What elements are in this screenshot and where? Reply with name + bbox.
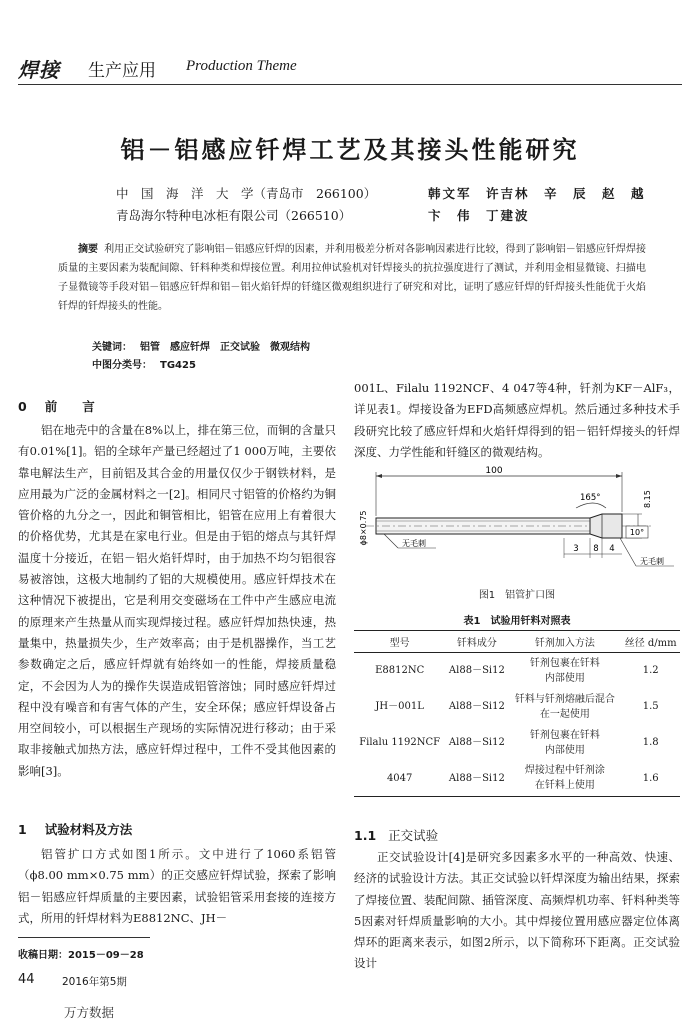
section-1-1-number: 1.1 xyxy=(354,828,377,843)
table-cell-method xyxy=(508,725,621,761)
table-cell-method xyxy=(508,761,621,797)
section-1-title: 试验材料及方法 xyxy=(44,822,133,837)
table-cell-diameter: 1.5 xyxy=(642,701,659,712)
table-header-cell: 钎剂加入方法 xyxy=(508,631,621,653)
section-0-body xyxy=(18,420,336,782)
section-1-1-title: 正交试验 xyxy=(388,828,439,843)
section-0-heading xyxy=(18,397,95,415)
table-header-cell: 丝径 d/mm xyxy=(621,631,680,653)
note-right-label: 无毛刺 xyxy=(640,557,664,566)
tube-flare xyxy=(590,514,622,538)
leader-left xyxy=(384,534,398,548)
method-line-1: 钎料与钎剂熔融后混合 xyxy=(514,693,615,705)
section-0-paragraph: 铝在地壳中的含量在8%以上，排在第三位，而铜的含量只有0.01%[1]。铝的全球年产量已经超过了1 000万吨，主要依靠电解法生产，目前铝及其合金的用量仅仅少于钢铁材料，是应用最为广泛的金属材料之一[2]。相同尺寸铝管的价格约为铜管价格的九分之一，因此和铜管相比，铝管在应用上有着很大的价格优势，尤其是在家电行业。但是由于铝的熔点与其钎焊温度十分接近，在铝－铝火焰钎焊时，由于加热不均匀铝很容易被溶蚀，这极大地制约了铝的大规模使用。感应钎焊技术在这种情况下被提出，它是利用交变磁场在工件中产生感应电流的原理来产生热量从而实现焊接过程。感应钎焊加热快速，热量集中，热量损失少，生产效率高；由于是机器操作，当工艺参数确定之后，感应钎焊就有始终如一的性能，焊接质量稳定，不会因为人为的操作失误造成铝管溶蚀；同时感应钎焊过程中没有噪音和有害气体的产生，安全环保；感应钎焊设备占用空间较小，可以根据生产现场的实际情况进行移动；由于采取非接触式加热方法，感应钎焊过程中，工件不受其他因素的影响[3]。 xyxy=(18,423,336,778)
table-row xyxy=(354,653,680,689)
journal-header xyxy=(18,52,682,88)
watermark: 万方数据 xyxy=(64,1005,115,1020)
affiliation-1: 中 国 海 洋 大 学（青岛市 266100） xyxy=(116,186,377,201)
table-cell-composition: Al88－Si12 xyxy=(448,701,505,712)
dim-length-label: 100 xyxy=(485,466,503,476)
method-line-2: 在钎料上使用 xyxy=(534,780,595,792)
journal-brand: 焊接 xyxy=(18,58,60,82)
section-1-1-heading xyxy=(354,826,438,844)
method-line-1: 钎剂包裹在钎料 xyxy=(529,729,600,741)
section-name-en: Production Theme xyxy=(186,58,297,74)
dim-height-label: 8.15 xyxy=(643,490,652,508)
section-1-heading xyxy=(18,820,132,838)
page-number: 44 xyxy=(18,972,35,987)
angle-arc-165 xyxy=(576,503,606,508)
affiliation-2: 青岛海尔特种电冰柜有限公司（266510） xyxy=(116,208,352,223)
authors-2: 卞 伟 丁建波 xyxy=(428,208,530,223)
table-cell-composition: Al88－Si12 xyxy=(448,665,505,677)
table-cell-diameter: 1.8 xyxy=(642,737,659,748)
section-0-number: 0 xyxy=(18,399,27,414)
dim-angle-label: 165° xyxy=(580,493,601,503)
right-column-paragraph: 001L、Filalu 1192NCF、4 047等4种，钎剂为KF－AlF₃，详见表1。焊接设备为EFD高频感应焊机。然后通过多种技术手段研究比较了感应钎焊和火焰钎焊得到的铝－铝钎焊接头的钎焊深度、力学性能和钎缝区的微观结构。 xyxy=(354,381,680,459)
received-date: 收稿日期：2015－09－28 xyxy=(18,950,144,961)
dim-seg1-label: 3 xyxy=(573,544,579,554)
paper-title: 铝－铝感应钎焊工艺及其接头性能研究 xyxy=(120,136,580,164)
table-row xyxy=(354,725,680,761)
right-column-intro xyxy=(354,378,680,463)
table-cell-diameter: 1.6 xyxy=(621,761,680,797)
dim-arrow-left xyxy=(376,474,382,478)
dim-bevel-label: 10° xyxy=(629,528,645,537)
abstract-label: 摘要 xyxy=(78,244,99,255)
table-cell-composition: Al88－Si12 xyxy=(448,737,505,748)
table-cell-composition: Al88－Si12 xyxy=(445,761,508,797)
section-1-paragraph: 铝管扩口方式如图1所示。文中进行了1060系铝管（ϕ8.00 mm×0.75 mm）的正交感应钎焊试验，探索了影响铝－铝感应钎焊质量的主要因素，试验铝管采用套接的连接方式，所用的钎焊材料为E8812NC、JH－ xyxy=(18,847,336,925)
clc-value: TG425 xyxy=(160,360,196,371)
issue-label: 2016年第5期 xyxy=(62,976,127,988)
section-1-number: 1 xyxy=(18,822,27,837)
method-line-2: 内部使用 xyxy=(544,744,585,756)
method-line-2: 内部使用 xyxy=(544,672,585,684)
authors-1: 韩文军 许吉林 辛 辰 赵 越 xyxy=(428,186,646,201)
table-header-cell: 型号 xyxy=(354,631,445,653)
table-1 xyxy=(354,630,680,797)
note-left-label: 无毛刺 xyxy=(402,539,426,548)
section-0-title: 前 言 xyxy=(44,399,95,414)
section-1-body xyxy=(18,844,336,929)
table-cell-model: Filalu 1192NCF xyxy=(359,737,441,748)
clc-number xyxy=(92,356,196,371)
table-header-cell: 钎料成分 xyxy=(445,631,508,653)
keywords-label: 关键词： xyxy=(92,342,132,353)
figure-1-tube-flare-drawing xyxy=(354,462,680,580)
table-cell-method xyxy=(508,689,621,725)
dim-seg2-label: 8 xyxy=(593,544,599,554)
table-header-row xyxy=(354,631,680,653)
keywords xyxy=(92,338,310,353)
table-row xyxy=(354,689,680,725)
footnote-rule xyxy=(18,937,150,938)
table-cell-model: JH－001L xyxy=(375,701,424,712)
method-line-2: 在一起使用 xyxy=(539,708,590,720)
method-line-1: 钎剂包裹在钎料 xyxy=(529,657,600,669)
header-rule xyxy=(18,84,682,85)
leader-right xyxy=(620,538,636,566)
table-cell-model: 4047 xyxy=(354,761,445,797)
table-1-caption: 表1 试验用钎料对照表 xyxy=(463,616,571,627)
table-cell-model: E8812NC xyxy=(375,665,425,677)
abstract-text: 利用正交试验研究了影响铝－铝感应钎焊的因素，并利用极差分析对各影响因素进行比较，得到了影响铝－铝感应钎焊焊接质量的主要因素为装配间隙、钎料种类和焊接位置。利用拉伸试验机对钎焊接头的抗拉强度进行了测试，并利用金相显微镜、扫描电子显微镜等手段对铝－铝感应钎焊和铝－铝火焰钎焊的钎缝区微观组织进行了研究和对比，证明了感应钎焊的钎焊接头性能优于火焰钎焊的钎焊接头的性能。 xyxy=(58,244,647,312)
section-1-1-paragraph: 正交试验设计[4]是研究多因素多水平的一种高效、快速、经济的试验设计方法。其正交试验以钎焊深度为输出结果，探索了焊接位置、装配间隙、插管深度、高频焊机功率、钎料种类等5因素对钎焊质量影响的大小。其中焊接位置用感应器定位体离焊环的距离来表示，如图2所示，以下简称环下距离。正交试验设计 xyxy=(354,850,680,971)
dim-diameter-label: ϕ8×0.75 xyxy=(359,510,368,546)
table-row xyxy=(354,761,680,797)
clc-label: 中图分类号： xyxy=(92,360,152,371)
dim-seg3-label: 4 xyxy=(609,544,615,554)
dim-arrow-right xyxy=(616,474,622,478)
figure-1-caption: 图1 铝管扩口图 xyxy=(478,590,556,601)
section-name: 生产应用 xyxy=(88,61,156,81)
method-line-1: 焊接过程中钎剂涂 xyxy=(524,765,605,777)
table-cell-diameter: 1.2 xyxy=(642,665,659,677)
section-1-1-body xyxy=(354,847,680,975)
abstract xyxy=(58,240,646,316)
table-cell-method xyxy=(508,653,621,689)
keywords-value: 铝管 感应钎焊 正交试验 微观结构 xyxy=(140,342,310,353)
